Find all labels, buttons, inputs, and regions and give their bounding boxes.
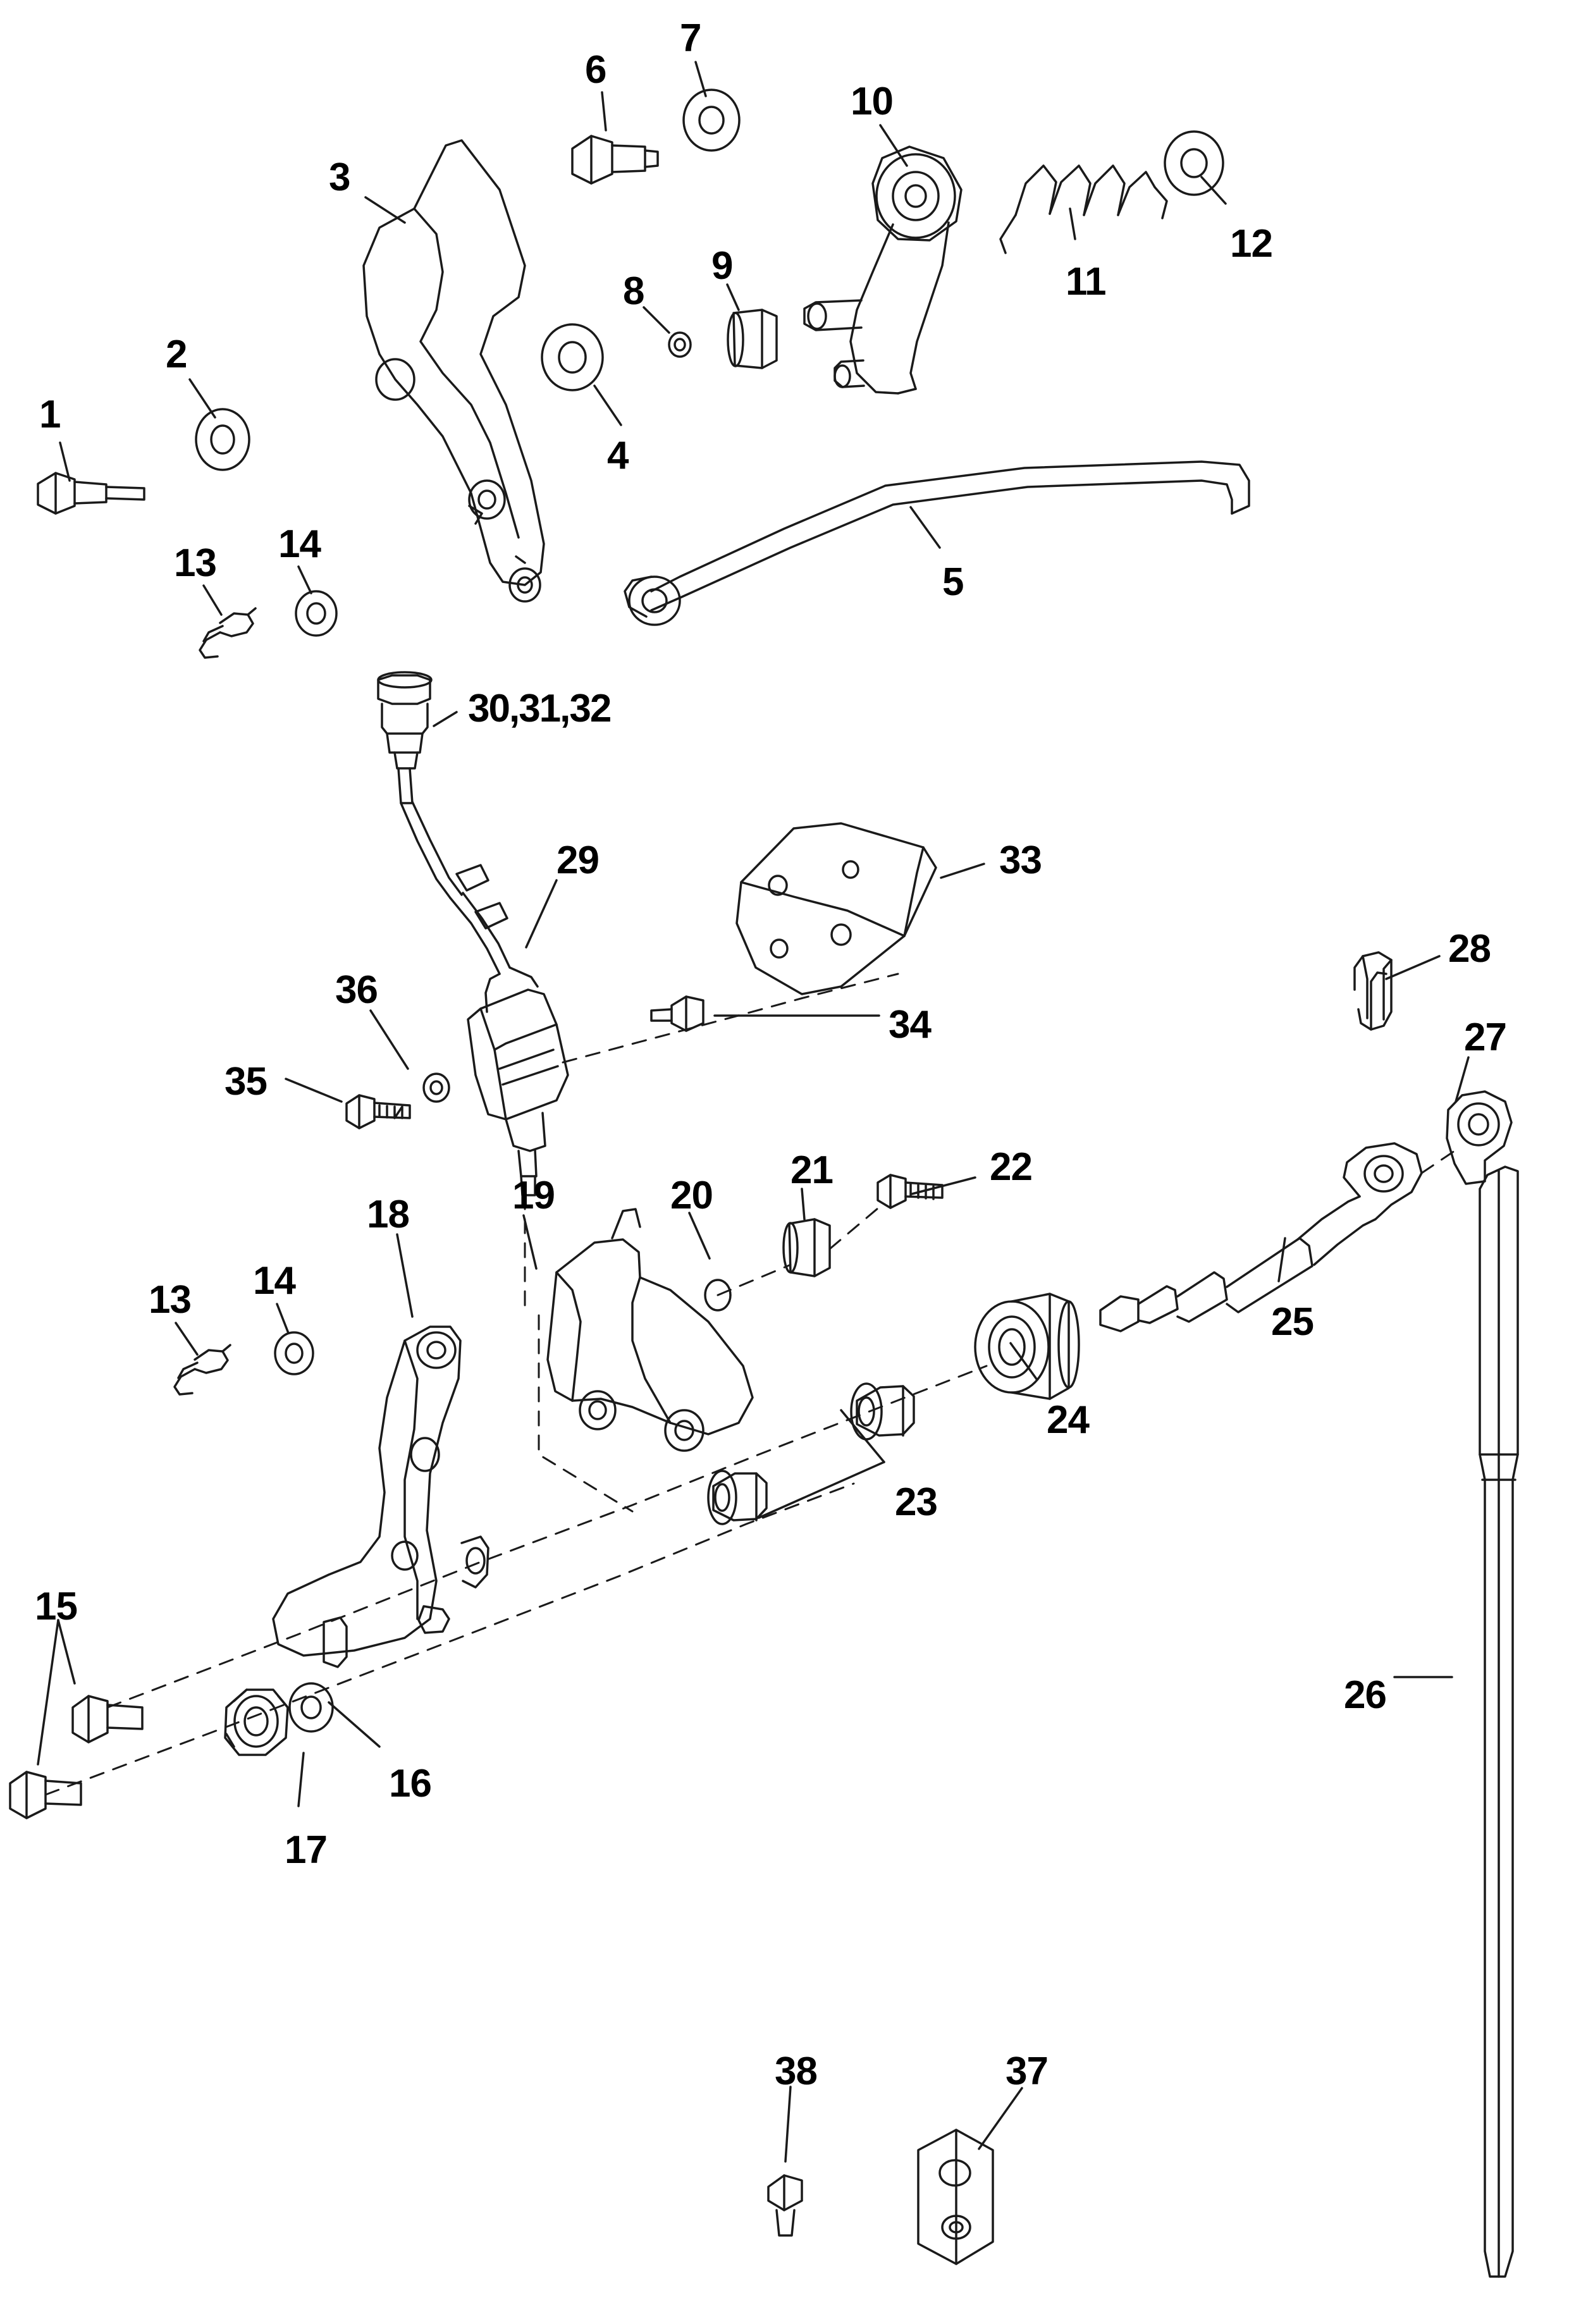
part-30-31-32-cable-end [378,672,462,898]
part-36-washer [424,1074,449,1102]
callout-3[interactable]: 3 [329,156,350,199]
part-11-spring [1000,166,1167,253]
callout-20[interactable]: 20 [670,1174,713,1217]
callout-24[interactable]: 24 [1047,1398,1089,1442]
callout-2[interactable]: 2 [166,333,187,376]
callout-16[interactable]: 16 [389,1762,431,1805]
part-33-bracket [737,823,936,994]
part-15-bolts [10,1696,142,1818]
part-24-boot [975,1294,1079,1399]
part-14b-washer [275,1332,313,1374]
part-38-bolt [768,2175,802,2235]
part-34-screw [651,997,703,1031]
part-17-nut [225,1690,288,1755]
part-8-ball [669,333,691,357]
part-1-bolt [38,473,144,513]
callout-13-upper[interactable]: 13 [174,541,216,585]
part-21-bushing [784,1219,830,1276]
callout-4[interactable]: 4 [607,434,629,477]
callout-14-upper[interactable]: 14 [278,522,321,566]
callout-28[interactable]: 28 [1448,927,1491,971]
part-23-bushings [708,1384,914,1524]
callout-23[interactable]: 23 [895,1480,937,1524]
part-25-actuator [1100,1143,1422,1331]
part-35-screw [347,1095,410,1128]
callout-19[interactable]: 19 [512,1174,555,1217]
callout-25[interactable]: 25 [1271,1300,1313,1344]
part-4-washer [542,324,603,390]
part-7-washer [684,90,739,151]
callout-36[interactable]: 36 [335,968,378,1012]
callout-7[interactable]: 7 [680,16,701,60]
callout-1[interactable]: 1 [39,393,61,436]
part-9-bushing [728,310,777,368]
callout-10[interactable]: 10 [851,80,893,123]
part-6-bolt [572,136,658,183]
part-3-lever [364,140,544,601]
callout-33[interactable]: 33 [999,839,1042,882]
part-26-rod [1480,1167,1518,2277]
callout-30-31-32[interactable]: 30,31,32 [468,687,611,730]
part-29-sender [450,865,568,1195]
callout-15[interactable]: 15 [35,1585,77,1628]
callout-9[interactable]: 9 [711,244,733,288]
part-2-washer [196,409,249,470]
part-14a-washer [296,591,336,636]
callout-17[interactable]: 17 [285,1828,327,1872]
part-13a-clip [200,608,255,658]
callout-35[interactable]: 35 [225,1060,267,1104]
part-10-cam [804,147,961,393]
callout-8[interactable]: 8 [623,269,644,313]
callout-27[interactable]: 27 [1464,1016,1506,1059]
part-12-washer [1165,132,1223,195]
part-37-plate [918,2130,993,2264]
part-13b-clip [175,1345,230,1394]
callout-13-lower[interactable]: 13 [149,1278,191,1322]
callout-11[interactable]: 11 [1066,260,1106,304]
callout-29[interactable]: 29 [557,839,599,882]
part-28-clip [1355,952,1391,1030]
callout-38[interactable]: 38 [775,2050,817,2093]
callout-34[interactable]: 34 [889,1003,931,1047]
part-27-rod-end [1447,1091,1511,1184]
callout-14-lower[interactable]: 14 [253,1259,295,1303]
callout-6[interactable]: 6 [585,48,606,92]
part-19-lever [548,1209,753,1451]
part-22-screw [878,1175,942,1208]
callout-26[interactable]: 26 [1344,1673,1386,1717]
part-18-bracket [273,1327,488,1667]
callout-5[interactable]: 5 [942,560,964,604]
callout-12[interactable]: 12 [1230,222,1272,266]
part-16-washer [290,1683,333,1731]
callout-21[interactable]: 21 [790,1148,833,1192]
callout-37[interactable]: 37 [1006,2050,1048,2093]
callout-18[interactable]: 18 [367,1193,409,1236]
callout-22[interactable]: 22 [990,1145,1032,1189]
